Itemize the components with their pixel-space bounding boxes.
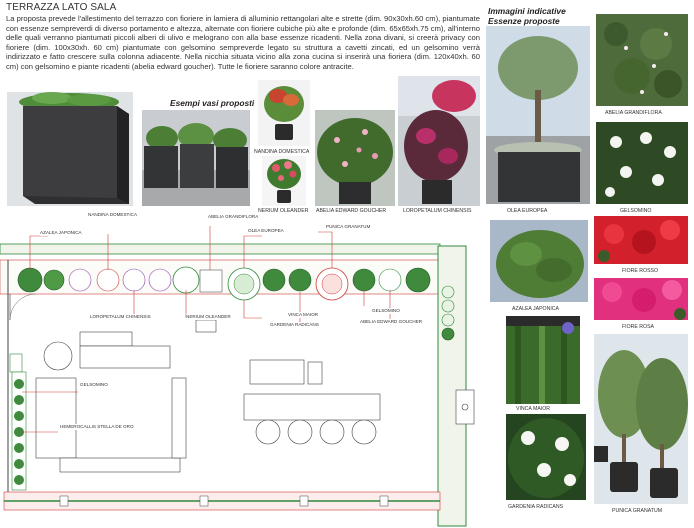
photo-gelsomino (596, 122, 688, 204)
caption-nandina-domestica: NANDINA DOMESTICA (254, 149, 310, 155)
plan-label-vinca: VINCA MAIOR (288, 312, 319, 317)
caption-olea-europea: OLEA EUROPEA (507, 208, 548, 214)
photo-nandina-domestica (258, 80, 310, 146)
indicative-images-title: Immagini indicative (488, 6, 566, 16)
terrace-floor-plan (0, 214, 490, 528)
planter-photo-row (142, 110, 250, 206)
plan-label-punica: PUNICA GRANATUM (326, 224, 371, 229)
photo-fiore-rosso (594, 216, 688, 264)
caption-fiore-rosso: FIORE ROSSO (622, 268, 659, 274)
plan-label-loropetalum: LOROPETALUM CHINENSIS (90, 314, 151, 319)
plan-label-abelia-edward: ABELIA EDWARD GOUCHER (360, 319, 423, 324)
caption-azalea-japonica: AZALEA JAPONICA (512, 306, 559, 312)
photo-abelia-edward-goucher (315, 110, 395, 206)
project-description: La proposta prevede l'allestimento del terrazzo con fioriere in lamiera di alluminio rettangolari alte e strette (dim. 90x30xh.60 cm), piantumate con essenze sempreverdi di diverso portamento e altezza, alternate con fioriere cubiche più alte e profonde (dim. 65x65xh.75 cm), all'interno delle quali verranno piantumati piccoli alberi di ulivo e melograno con alla base essenze ricadenti. Nella zona divani, si creerà privacy con fioriere (dim. 100x30xh. 60 cm) piantumate con gelsomino sempreverde legato su struttura a cavetti zincati, ed un gelsomino verrà indirizzato e fatto crescere sulla colonna adiacente. Nella nicchia situata vicino alla zona cucina si inserirà una fioriera (dim. 120x40xh. 60 cm) con gelsomino e piante ricadenti (abelia edward goucher). Tutte le fioriere saranno colore antracite. (6, 14, 480, 71)
caption-gelsomino: GELSOMINO (620, 208, 652, 214)
caption-loropetalum-chinensis: LOROPETALUM CHINENSIS (403, 208, 472, 214)
caption-vinca-maior: VINCA MAIOR (516, 406, 551, 412)
plan-label-nerium: NERIUM OLEANDER (186, 314, 231, 319)
photo-gardenia-radicans (506, 414, 586, 500)
photo-abelia-grandiflora (596, 14, 688, 106)
photo-punica-granatum (594, 334, 688, 504)
caption-abelia-edward-goucher: ABELIA EDWARD GOUCHER (316, 208, 387, 214)
plan-label-nandina: NANDINA DOMESTICA (88, 212, 138, 217)
proposed-species-title: Essenze proposte (488, 16, 560, 26)
plan-label-gelsomino-left: GELSOMINO (80, 382, 108, 387)
row-planters-illustration (142, 110, 250, 206)
photo-nerium-oleander (262, 156, 306, 206)
planter-photo-cube (7, 92, 133, 206)
photo-loropetalum-chinensis (398, 76, 480, 206)
cube-planter-illustration (7, 92, 133, 206)
plan-label-abelia-grandiflora: ABELIA GRANDIFLORA (208, 214, 259, 219)
plan-label-azalea: AZALEA JAPONICA (40, 230, 82, 235)
photo-vinca-maior (506, 316, 580, 404)
vases-example-title: Esempi vasi proposti (170, 98, 255, 108)
caption-fiore-rosa: FIORE ROSA (622, 324, 654, 330)
left-planter-column (12, 372, 26, 490)
page-title: TERRAZZA LATO SALA (6, 2, 117, 13)
plan-label-gardenia: GARDENIA RADICANS (270, 322, 319, 327)
terrace-furniture (36, 320, 380, 472)
caption-gardenia-radicans: GARDENIA RADICANS (508, 504, 564, 510)
plan-label-hemerocallis: HEMEROCALLIS STELLA DE ORO (60, 424, 134, 429)
photo-olea-europea (486, 26, 590, 204)
photo-fiore-rosa (594, 278, 688, 320)
caption-nerium-oleander: NERIUM OLEANDER (258, 208, 309, 214)
plan-label-gelsomino-top: GELSOMINO (372, 308, 400, 313)
caption-abelia-grandiflora: ABELIA GRANDIFLORA (605, 110, 662, 116)
caption-punica-granatum: PUNICA GRANATUM (612, 508, 663, 514)
photo-azalea-japonica (490, 220, 588, 302)
plan-label-olea: OLEA EUROPEA (248, 228, 284, 233)
